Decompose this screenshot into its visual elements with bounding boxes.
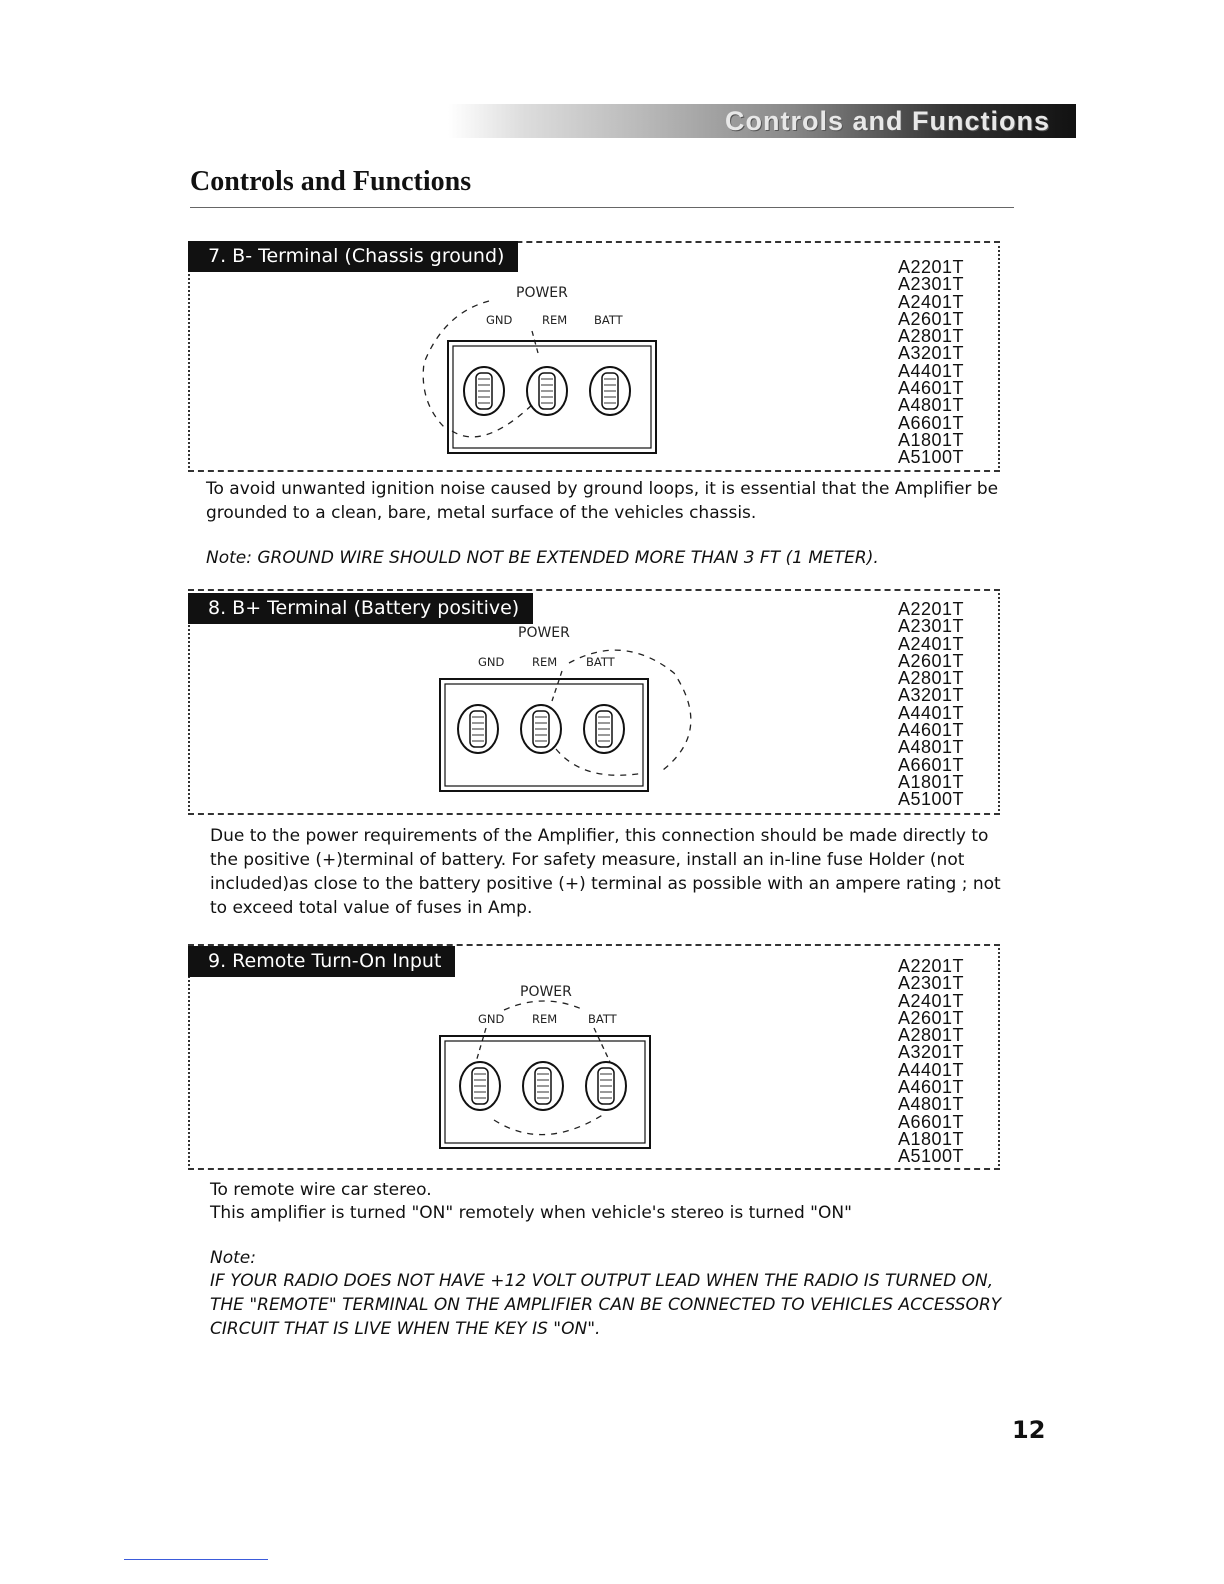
model-item: A5100T [897, 447, 964, 468]
power-label: POWER [520, 984, 572, 1000]
model-item: A3201T [897, 343, 964, 364]
section-9-description-1: To remote wire car stereo. [210, 1180, 432, 1200]
page-number: 12 [1012, 1416, 1046, 1444]
terminal-block-icon [434, 623, 714, 803]
model-item: A2401T [897, 291, 964, 312]
gnd-label: GND [478, 655, 505, 669]
model-item: A4601T [897, 720, 964, 741]
section-label: 9. Remote Turn-On Input [188, 946, 455, 977]
model-item: A2601T [897, 1007, 964, 1028]
header-banner-text: Controls and Functions [725, 106, 1050, 136]
model-item: A1801T [897, 771, 964, 792]
model-list [898, 601, 964, 809]
batt-label: BATT [594, 313, 623, 327]
section-7-note: Note: GROUND WIRE SHOULD NOT BE EXTENDED MORE THAN 3 FT (1 METER). [206, 548, 879, 568]
gnd-label: GND [486, 313, 513, 327]
model-item: A6601T [897, 754, 964, 775]
section-remote-turn-on [188, 944, 1000, 1174]
batt-label: BATT [588, 1012, 617, 1026]
model-item: A3201T [897, 685, 964, 706]
model-item: A2801T [897, 668, 964, 689]
section-b-minus-terminal [188, 241, 1000, 471]
section-label: 8. B+ Terminal (Battery positive) [188, 593, 533, 624]
model-item: A3201T [897, 1042, 964, 1063]
model-item: A2201T [897, 599, 964, 619]
model-item: A4401T [897, 702, 964, 723]
rem-label: REM [532, 1012, 558, 1026]
section-9-note: IF YOUR RADIO DOES NOT HAVE +12 VOLT OUTPUT LEAD WHEN THE RADIO IS TURNED ON, THE "REMOTE" TERMINAL ON THE AMPLIFIER CAN BE CONNECTED TO VEHICLES ACCESSORY CIRCUIT THAT IS LIVE WHEN THE KEY IS "ON". [210, 1271, 1002, 1339]
model-list [898, 958, 964, 1166]
model-item: A1801T [897, 429, 964, 450]
model-item: A2601T [897, 650, 964, 671]
model-item: A4401T [897, 360, 964, 381]
model-item: A6601T [897, 1111, 964, 1132]
model-item: A4801T [897, 1094, 964, 1115]
model-item: A6601T [897, 412, 964, 433]
model-item: A4801T [897, 737, 964, 758]
model-item: A2801T [897, 326, 964, 347]
section-7-description: To avoid unwanted ignition noise caused by ground loops, it is essential that the Amplifier be grounded to a clean, bare, metal surface of the vehicles chassis. [206, 479, 999, 523]
terminal-diagram [404, 283, 664, 463]
page-title: Controls and Functions [190, 166, 472, 197]
model-item: A2301T [897, 616, 964, 637]
power-label: POWER [518, 625, 570, 641]
model-item: A2301T [897, 973, 964, 994]
batt-label: BATT [586, 655, 615, 669]
model-item: A2201T [897, 956, 964, 976]
terminal-diagram [434, 623, 714, 803]
gnd-label: GND [478, 1012, 505, 1026]
section-label: 7. B- Terminal (Chassis ground) [188, 241, 518, 272]
section-9-description-2: This amplifier is turned "ON" remotely when vehicle's stereo is turned "ON" [210, 1203, 852, 1223]
section-9-note-label: Note: [210, 1248, 256, 1268]
model-item: A5100T [897, 1146, 964, 1167]
model-item: A4601T [897, 1077, 964, 1098]
model-item: A2601T [897, 308, 964, 329]
model-item: A4401T [897, 1059, 964, 1080]
model-item: A5100T [897, 789, 964, 810]
section-b-plus-terminal [188, 589, 1000, 819]
model-item: A4601T [897, 378, 964, 399]
model-list [898, 259, 964, 467]
model-item: A2401T [897, 633, 964, 654]
footer-rule [124, 1559, 268, 1560]
rem-label: REM [532, 655, 558, 669]
power-label: POWER [516, 285, 568, 301]
model-item: A2801T [897, 1025, 964, 1046]
model-item: A2401T [897, 990, 964, 1011]
model-item: A4801T [897, 395, 964, 416]
model-item: A1801T [897, 1128, 964, 1149]
rem-label: REM [542, 313, 568, 327]
model-item: A2301T [897, 274, 964, 295]
terminal-block-icon [404, 283, 664, 463]
header-banner [448, 104, 1076, 138]
section-8-description: Due to the power requirements of the Amplifier, this connection should be made directly to the positive (+)terminal of battery. For safety measure, install an in-line fuse Holder (not included)as close to the battery positive (+) terminal as possible with an ampere rating ; not to exceed total value of fuses in Amp. [210, 826, 1001, 918]
terminal-block-icon [434, 982, 714, 1152]
title-divider [190, 207, 1014, 208]
model-item: A2201T [897, 257, 964, 277]
terminal-diagram [434, 982, 714, 1152]
